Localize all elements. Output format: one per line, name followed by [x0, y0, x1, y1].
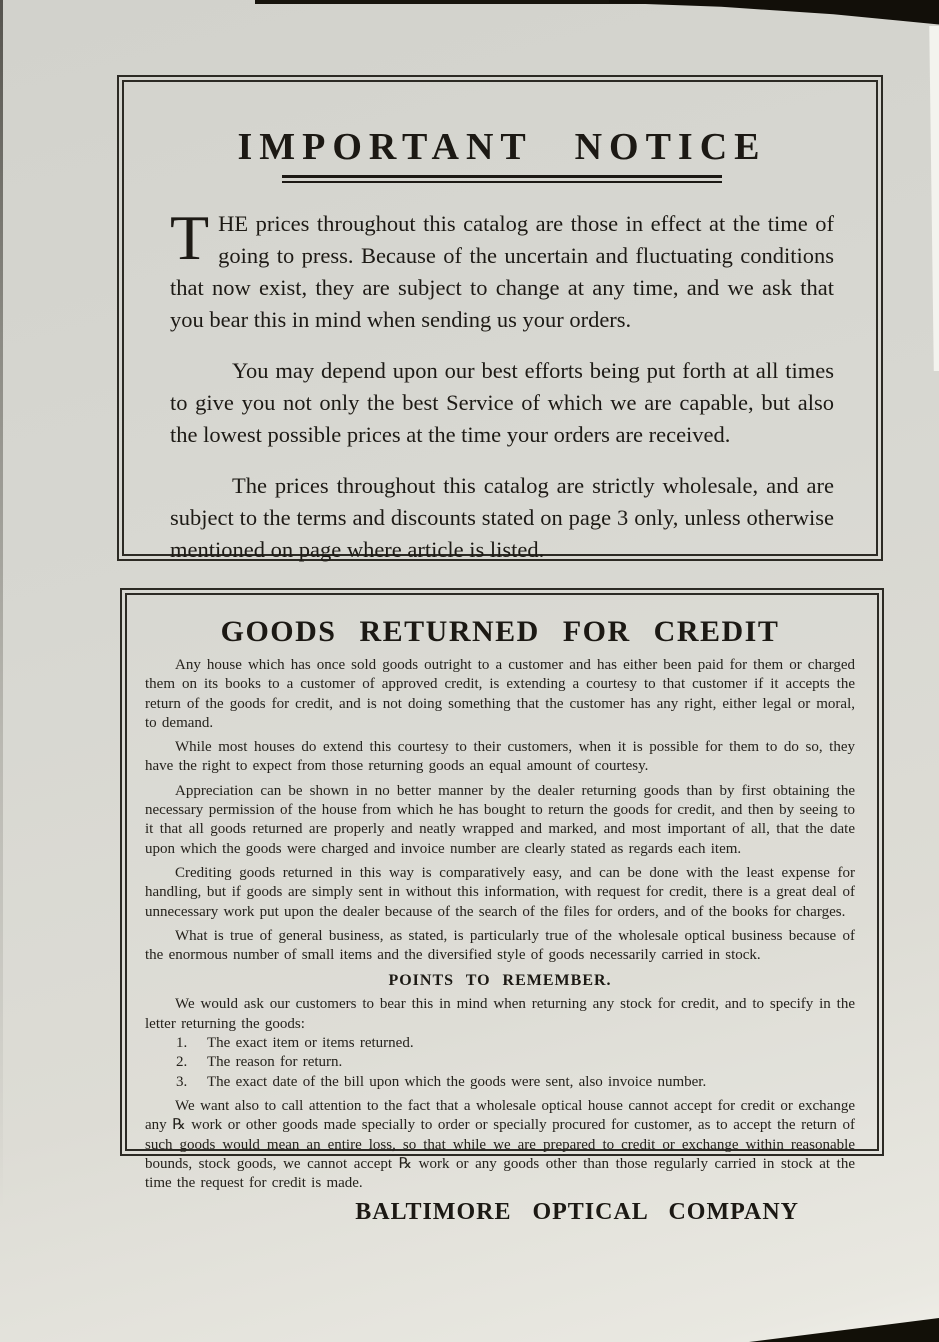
points-list-item: [176, 1034, 855, 1053]
notice-paragraph-1-text: HE prices throughout this catalog are those in effect at the time of going to press. Because of the uncertain and fluctuating conditions that now exist, they are subject to change at any time, and we ask that you bear this in mind when sending us your orders.: [170, 211, 834, 332]
important-notice-box-inner-rule: [122, 80, 878, 562]
points-list-item: [176, 1073, 855, 1092]
company-signature: BALTIMORE OPTICAL COMPANY: [355, 1199, 799, 1226]
notice-paragraph-1: [170, 202, 834, 336]
notice-paragraph-3: The prices throughout this catalog are strictly wholesale, and are subject to the terms and discounts stated on page 3 only, unless otherwise mentioned on page where article is listed.: [170, 473, 834, 562]
credit-paragraph-5: What is true of general business, as stated, is particularly true of the wholesale optical business because of the enormous number of small items and the diversified style of goods necessarily carried in stock.: [145, 927, 855, 964]
important-notice-box: [117, 75, 883, 561]
scan-left-edge-shadow: [0, 0, 3, 1342]
point-number: 3.: [176, 1073, 188, 1090]
credit-paragraph-1: Any house which has once sold goods outright to a customer and has either been paid for them or charged them on its books to a customer of approved credit, is extending a courtesy to that customer if it accepts the return of the goods for credit, and is not doing something that the customer has any right, either legal or moral, to demand.: [145, 657, 855, 731]
credit-paragraph-3: Appreciation can be shown in no better manner by the dealer returning goods than by first obtaining the necessary permission of the house from which he has bought to return the goods for credit, and then by seeing to it that all goods returned are properly and neatly wrapped and marked, and most important of all, that the date upon which the goods were charged and invoice number are clearly stated as regards each item.: [145, 782, 855, 857]
notice-paragraph-2: You may depend upon our best efforts being put forth at all times to give you not only the best Service of which we are capable, but also the lowest possible prices at the time your orders are received.: [170, 358, 834, 447]
credit-paragraph-2: While most houses do extend this courtesy to their customers, when it is possible for them to do so, they have the right to expect from those returning goods an equal amount of courtesy.: [145, 739, 855, 775]
goods-returned-box: [120, 588, 884, 1226]
points-intro: We would ask our customers to bear this in mind when returning any stock for credit, and to specify in the letter returning the goods:: [145, 996, 855, 1032]
point-number: 2.: [176, 1054, 188, 1071]
scan-right-edge-sliver: [926, 26, 939, 371]
point-text: The exact date of the bill upon which the goods were sent, also invoice number.: [207, 1073, 707, 1090]
point-text: The exact item or items returned.: [207, 1035, 414, 1052]
credit-title: GOODS RETURNED FOR CREDIT: [220, 615, 780, 648]
drop-cap: T: [170, 202, 210, 273]
points-list-item: [176, 1053, 855, 1072]
credit-paragraph-4: Crediting goods returned in this way is comparatively easy, and can be done with the least expense for handling, but if goods are simply sent in without this information, with request for credit, there is a great deal of unnecessary work put upon the dealer because of the search of the files for orders, and of the books for charges.: [145, 864, 855, 920]
scan-bottom-right-black-wedge: [749, 1318, 939, 1342]
point-number: 1.: [176, 1035, 188, 1052]
scan-top-right-black-band: [609, 0, 939, 34]
notice-title-underline: [282, 175, 722, 183]
points-list: [145, 1034, 855, 1092]
points-subheading: POINTS TO REMEMBER.: [388, 972, 612, 990]
goods-returned-box-inner-rule: [125, 593, 879, 1226]
point-text: The reason for return.: [207, 1054, 343, 1071]
notice-title: IMPORTANT NOTICE: [237, 126, 767, 168]
credit-closing-paragraph: We want also to call attention to the fact that a wholesale optical house cannot accept for credit or exchange any ℞ work or other goods made specially to order or specially procured for customer, as to accept the return of such goods would mean an entire loss, so that while we are prepared to credit or exchange within reasonable bounds, stock goods, we cannot accept ℞ work or any goods other than those regularly carried in stock at the time the request for credit is made.: [145, 1097, 855, 1192]
